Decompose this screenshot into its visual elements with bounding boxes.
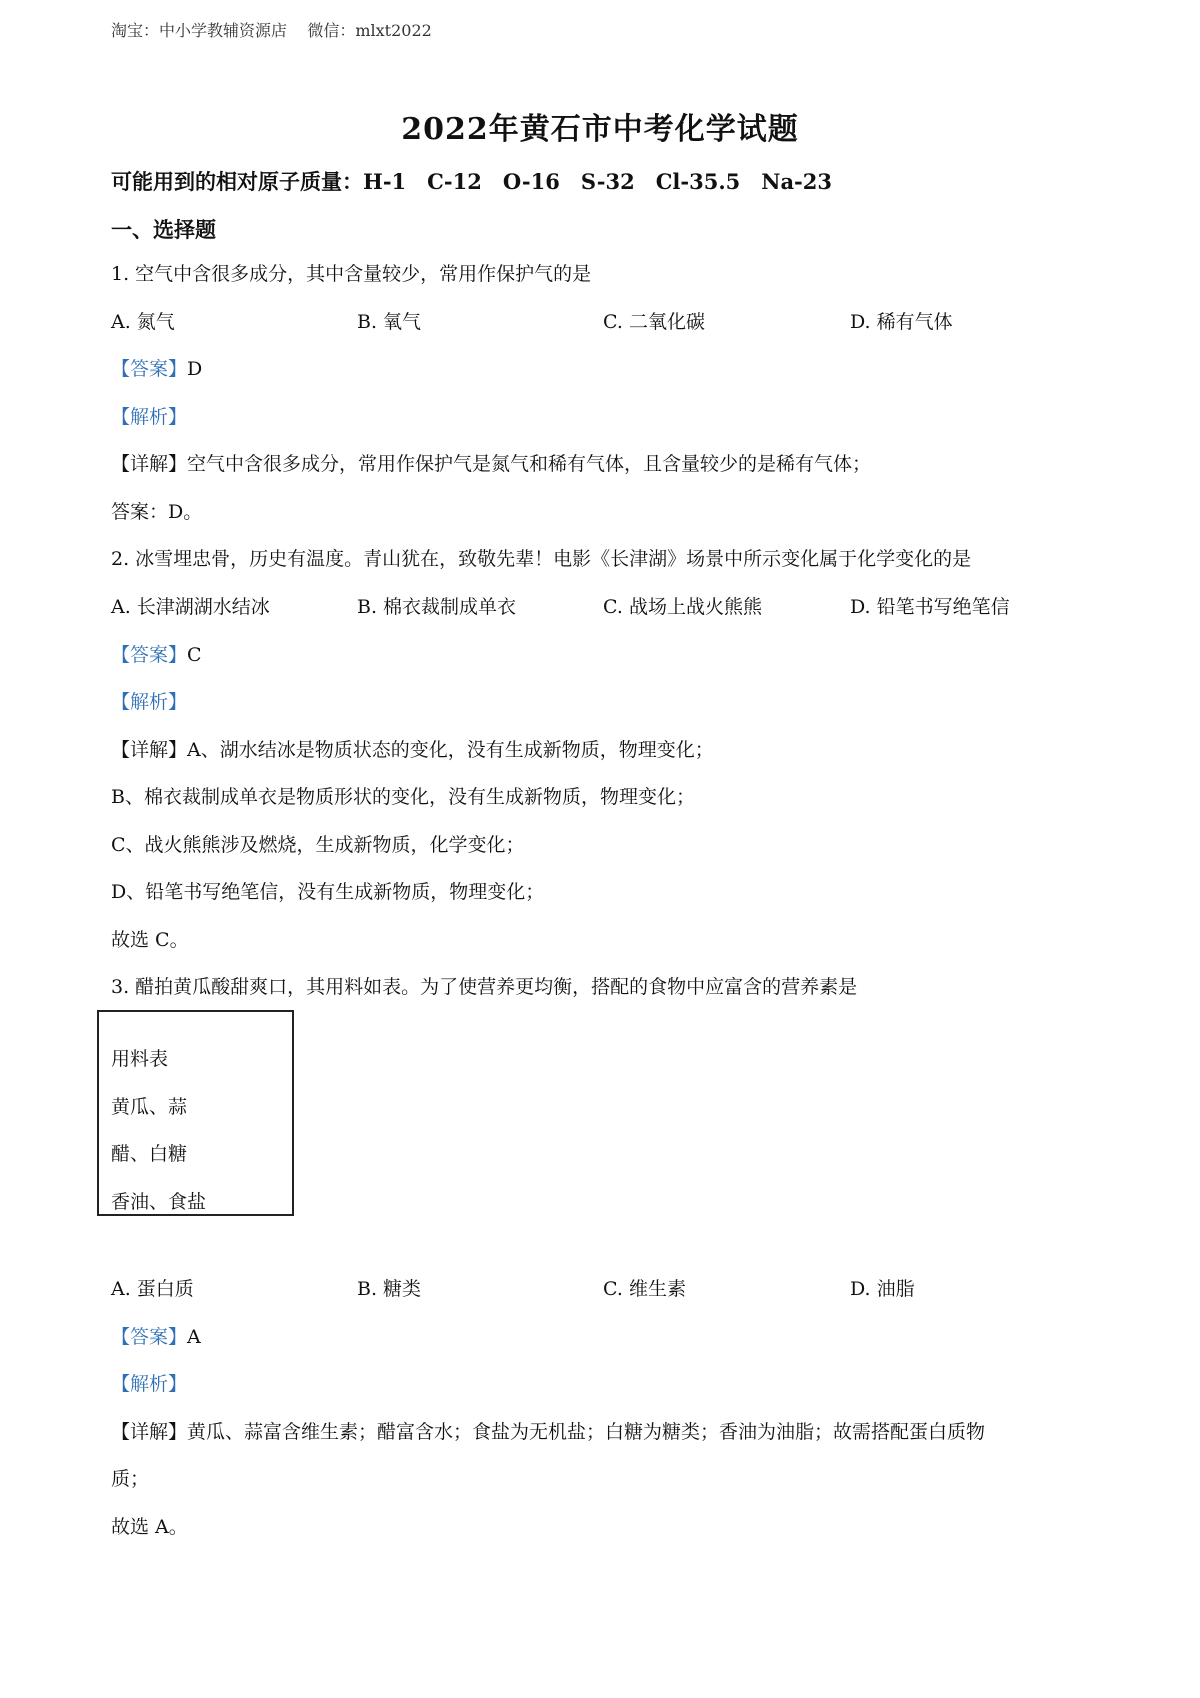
question-1-detail [111, 452, 871, 476]
question-3-option-d: D. 油脂 [850, 1278, 915, 1300]
question-3-detail-cont: 质； [111, 1468, 150, 1490]
question-2-answer [111, 643, 202, 667]
section-heading: 一、选择题 [111, 217, 216, 242]
question-1-conclusion: 答案：D。 [111, 501, 203, 523]
watermark-header: 淘宝：中小学教辅资源店 微信：mlxt2022 [111, 21, 432, 40]
question-1-answer [111, 357, 202, 381]
analysis-tag: 【解析】 [111, 691, 188, 713]
ingredient-table [97, 1010, 294, 1216]
question-1-option-d: D. 稀有气体 [850, 311, 953, 333]
page-title: 2022年黄石市中考化学试题 [401, 112, 799, 147]
question-3-stem: 3. 醋拍黄瓜酸甜爽口，其用料如表。为了使营养更均衡，搭配的食物中应富含的营养素是 [111, 976, 858, 998]
question-3-analysis [111, 1372, 187, 1396]
answer-value: D [187, 358, 203, 380]
answer-tag: 【答案】 [111, 358, 188, 380]
question-2-detail [111, 738, 714, 762]
answer-tag: 【答案】 [111, 1326, 188, 1348]
question-1-analysis [111, 405, 187, 429]
question-2-option-d: D. 铅笔书写绝笔信 [850, 596, 1010, 618]
ingredient-row: 黄瓜、蒜 [111, 1096, 188, 1118]
answer-value: A [187, 1326, 201, 1348]
question-3-detail [111, 1420, 985, 1444]
question-2-option-a: A. 长津湖湖水结冰 [111, 596, 270, 618]
answer-tag: 【答案】 [111, 644, 188, 666]
detail-text: A、湖水结冰是物质状态的变化，没有生成新物质，物理变化； [187, 739, 714, 761]
question-2-detail-b: B、棉衣裁制成单衣是物质形状的变化，没有生成新物质，物理变化； [111, 786, 695, 808]
analysis-tag: 【解析】 [111, 406, 188, 428]
detail-text: 空气中含很多成分，常用作保护气是氮气和稀有气体，且含量较少的是稀有气体； [187, 453, 872, 475]
question-2-option-c: C. 战场上战火熊熊 [603, 596, 762, 618]
detail-tag: 【详解】 [111, 453, 188, 475]
ingredient-row: 醋、白糖 [111, 1143, 188, 1165]
ingredient-table-header: 用料表 [111, 1048, 169, 1070]
question-2-detail-d: D、铅笔书写绝笔信，没有生成新物质，物理变化； [111, 881, 545, 903]
analysis-tag: 【解析】 [111, 1373, 188, 1395]
question-2-option-b: B. 棉衣裁制成单衣 [357, 596, 517, 618]
answer-value: C [187, 644, 202, 666]
detail-tag: 【详解】 [111, 1421, 188, 1443]
question-2-conclusion: 故选 C。 [111, 929, 189, 951]
question-3-answer [111, 1325, 201, 1349]
detail-text: 黄瓜、蒜富含维生素；醋富含水；食盐为无机盐；白糖为糖类；香油为油脂；故需搭配蛋白质物 [187, 1421, 986, 1443]
question-2-analysis [111, 690, 187, 714]
detail-tag: 【详解】 [111, 739, 188, 761]
question-1-option-b: B. 氧气 [357, 311, 422, 333]
ingredient-row: 香油、食盐 [111, 1191, 207, 1213]
question-3-conclusion: 故选 A。 [111, 1516, 188, 1538]
question-1-stem: 1. 空气中含很多成分，其中含量较少，常用作保护气的是 [111, 263, 592, 285]
atomic-masses: 可能用到的相对原子质量：H-1 C-12 O-16 S-32 Cl-35.5 Na-23 [111, 169, 832, 194]
question-1-option-a: A. 氮气 [111, 311, 175, 333]
question-3-option-b: B. 糖类 [357, 1278, 422, 1300]
question-2-detail-c: C、战火熊熊涉及燃烧，生成新物质，化学变化； [111, 834, 525, 856]
question-1-option-c: C. 二氧化碳 [603, 311, 705, 333]
question-2-stem: 2. 冰雪埋忠骨，历史有温度。青山犹在，致敬先辈！电影《长津湖》场景中所示变化属于化学变化的是 [111, 548, 972, 570]
question-3-option-c: C. 维生素 [603, 1278, 686, 1300]
question-3-option-a: A. 蛋白质 [111, 1278, 194, 1300]
